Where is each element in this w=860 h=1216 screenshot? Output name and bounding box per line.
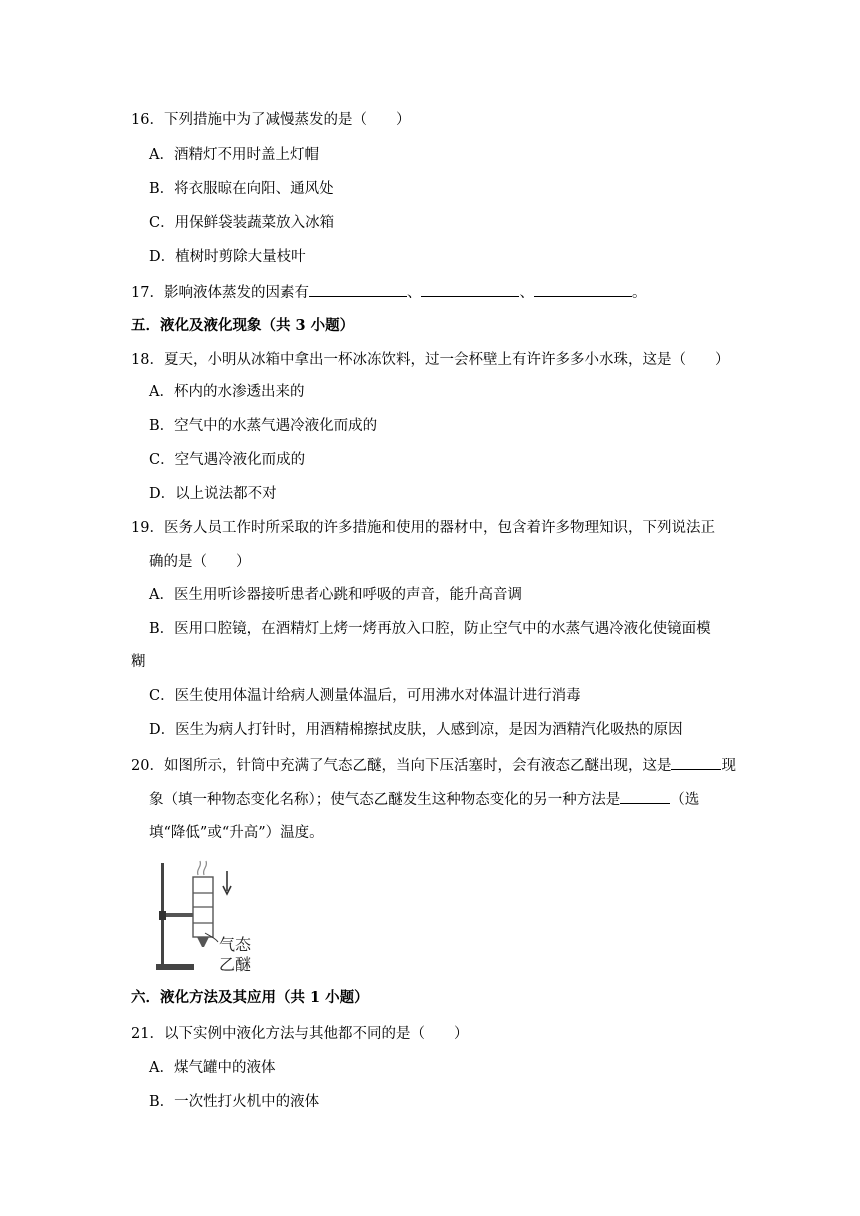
- q18-option-a: A．杯内的水渗透出来的: [149, 384, 305, 400]
- figure-label-ether: 乙醚: [219, 955, 252, 973]
- q20-line2-end: （选: [670, 792, 700, 808]
- q19-stem-continued: 确的是（ ）: [149, 554, 251, 570]
- q18-option-b: B．空气中的水蒸气遇冷液化而成的: [149, 418, 378, 434]
- q19-option-b: B．医用口腔镜，在酒精灯上烤一烤再放入口腔，防止空气中的水蒸气遇冷液化使镜面模: [149, 621, 711, 637]
- q19-option-d: D．医生为病人打针时，用酒精棉擦拭皮肤，人感到凉，是因为酒精汽化吸热的原因: [149, 722, 683, 738]
- q20-stem-line2: [149, 789, 699, 810]
- q17-separator: 、: [406, 285, 422, 301]
- answer-blank: [671, 755, 721, 770]
- answer-blank: [620, 789, 670, 804]
- q16-option-d: D．植树时剪除大量枝叶: [149, 249, 306, 265]
- answer-blank: [534, 282, 632, 297]
- answer-blank: [309, 282, 407, 297]
- q17-separator: 、: [519, 285, 534, 301]
- q16-option-a: A．酒精灯不用时盖上灯帽: [149, 147, 319, 163]
- q21-option-a: A．煤气罐中的液体: [149, 1060, 276, 1076]
- q17-prefix: 17．影响液体蒸发的因素有: [131, 285, 309, 301]
- q17-stem: [131, 282, 646, 303]
- q21-option-b: B．一次性打火机中的液体: [149, 1094, 320, 1110]
- q18-option-c: C．空气遇冷液化而成的: [149, 452, 306, 468]
- q20-line1-end: 现: [721, 758, 736, 774]
- q19-option-c: C．医生使用体温计给病人测量体温后，可用沸水对体温计进行消毒: [149, 688, 581, 704]
- figure-label-gaseous: 气态: [219, 935, 252, 954]
- answer-blank: [421, 282, 519, 297]
- q17-end: 。: [631, 285, 647, 301]
- q19-option-a: A．医生用听诊器接听患者心跳和呼吸的声音，能升高音调: [149, 587, 522, 603]
- q18-option-d: D．以上说法都不对: [149, 486, 277, 502]
- section-5-heading: 五．液化及液化现象（共 3 小题）: [131, 317, 355, 334]
- q20-line1: 20．如图所示，针筒中充满了气态乙醚，当向下压活塞时，会有液态乙醚出现，这是: [131, 758, 672, 774]
- section-6-heading: 六．液化方法及其应用（共 1 小题）: [131, 989, 369, 1006]
- q19-option-b-continued: 糊: [131, 654, 146, 670]
- q20-stem-line3: 填“降低”或“升高”）温度。: [149, 825, 324, 841]
- q18-stem: 18．夏天，小明从冰箱中拿出一杯冰冻饮料，过一会杯壁上有许许多多小水珠，这是（ ）: [131, 352, 730, 368]
- q16-option-b: B．将衣服晾在向阳、通风处: [149, 181, 334, 197]
- q16-stem: 16．下列措施中为了减慢蒸发的是（ ）: [131, 112, 411, 128]
- q16-option-c: C．用保鲜袋装蔬菜放入冰箱: [149, 215, 335, 231]
- q21-stem: 21．以下实例中液化方法与其他都不同的是（ ）: [131, 1026, 469, 1042]
- q20-stem: [131, 755, 736, 776]
- q19-stem: 19．医务人员工作时所采取的许多措施和使用的器材中，包含着许多物理知识，下列说法正: [131, 520, 715, 536]
- syringe-apparatus-figure: [150, 855, 260, 973]
- q20-line2: 象（填一种物态变化名称）；使气态乙醚发生这种物态变化的另一种方法是: [149, 792, 621, 808]
